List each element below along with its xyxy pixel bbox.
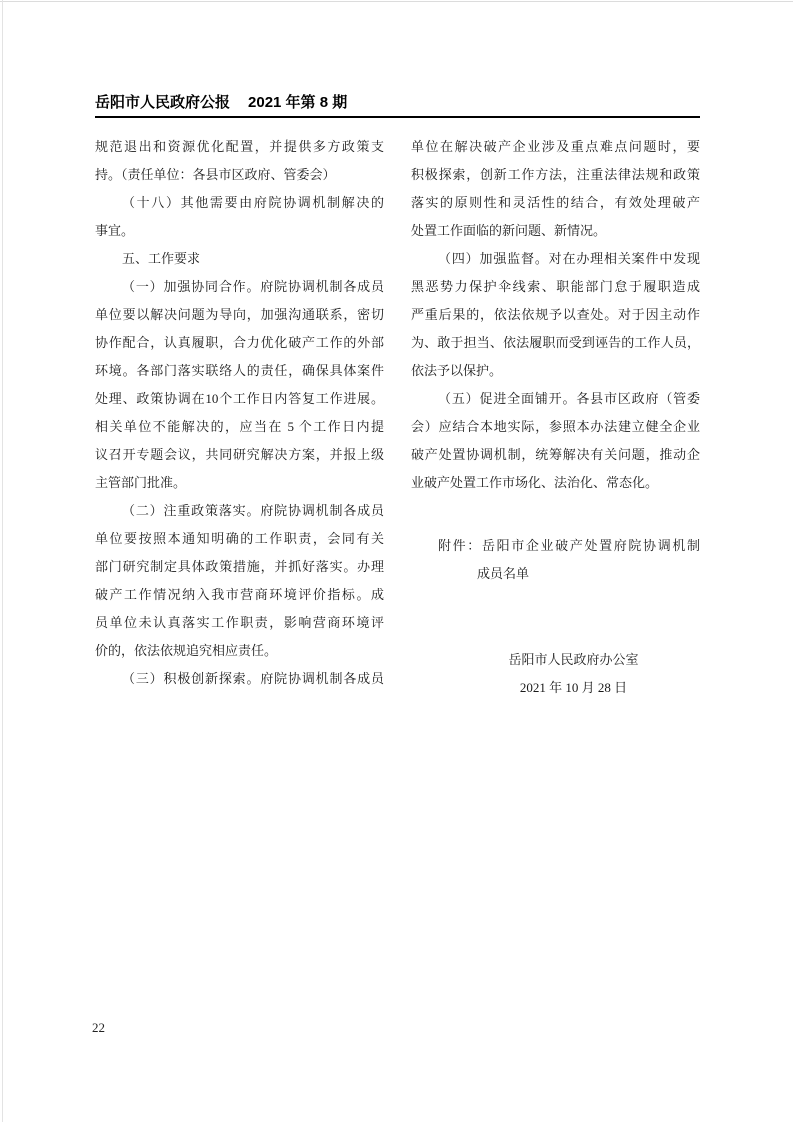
page-number: 22 <box>92 1020 105 1035</box>
text-line: 黑恶势力保护伞线索、职能部门怠于履职造成 <box>411 279 700 294</box>
text-line: 落实的原则性和灵活性的结合，有效处理破产 <box>411 195 700 210</box>
text-line: 严重后果的，依法依规予以查处。对于因主动作 <box>411 307 700 322</box>
text-line: 协作配合，认真履职，合力优化破产工作的外部 <box>95 335 384 350</box>
two-column-body <box>95 133 700 702</box>
text-line: （五）促进全面铺开。各县市区政府（管委 <box>438 391 700 406</box>
text-line: 破产工作情况纳入我市营商环境评价指标。成 <box>95 587 384 602</box>
text-line: 持。（责任单位：各县市区政府、管委会） <box>95 167 336 182</box>
text-line: 相关单位不能解决的，应当在 5 个工作日内提 <box>95 419 384 434</box>
right-column <box>411 133 700 702</box>
text-line: 价的，依法依规追究相应责任。 <box>95 643 278 658</box>
text-line: 积极探索，创新工作方法，注重法律法规和政策 <box>411 167 700 182</box>
text-line: 议召开专题会议，共同研究解决方案，并报上级 <box>95 447 384 462</box>
text-line: 处理、政策协调在10个工作日内答复工作进展。 <box>95 391 384 406</box>
text-line: 破产处置协调机制，统筹解决有关问题，推动企 <box>411 447 700 462</box>
text-line: 规范退出和资源优化配置，并提供多方政策支 <box>95 139 384 154</box>
text-line: 单位在解决破产企业涉及重点难点问题时，要 <box>411 139 700 154</box>
gazette-issue: 2021 年第 8 期 <box>248 94 348 111</box>
scan-edge-top <box>0 1 793 2</box>
text-line: 员单位未认真落实工作职责，影响营商环境评 <box>95 615 384 630</box>
scan-edge-left <box>2 0 3 1122</box>
attachment-note <box>411 532 700 588</box>
text-line: 事宜。 <box>95 223 135 238</box>
attachment-line-2: 成员名单 <box>477 566 530 581</box>
text-line: （一）加强协同合作。府院协调机制各成员 <box>122 279 384 294</box>
text-line: 单位要按照本通知明确的工作职责，会同有关 <box>95 531 384 546</box>
text-line: （四）加强监督。对在办理相关案件中发现 <box>438 251 700 266</box>
text-line: 业破产处置工作市场化、法治化、常态化。 <box>411 475 659 490</box>
text-line: 主管部门批准。 <box>95 475 187 490</box>
text-line: （二）注重政策落实。府院协调机制各成员 <box>122 503 384 518</box>
text-line: 环境。各部门落实联络人的责任，确保具体案件 <box>95 363 384 378</box>
attachment-line-1: 附件：岳阳市企业破产处置府院协调机制 <box>438 538 700 553</box>
gazette-title: 岳阳市人民政府公报 <box>95 94 231 111</box>
text-line: 为、敢于担当、依法履职而受到诬告的工作人员， <box>411 335 700 350</box>
text-line: 单位要以解决问题为导向，加强沟通联系，密切 <box>95 307 384 322</box>
page-content <box>95 95 700 702</box>
text-line: （三）积极创新探索。府院协调机制各成员 <box>122 671 384 686</box>
gazette-masthead <box>95 95 700 118</box>
text-line: 处置工作面临的新问题、新情况。 <box>411 223 607 238</box>
right-column-text <box>411 133 700 497</box>
text-line: 部门研究制定具体政策措施，并抓好落实。办理 <box>95 559 384 574</box>
left-column <box>95 133 384 702</box>
text-line: 会）应结合本地实际，参照本办法建立健全企业 <box>411 419 700 434</box>
text-line: （十八）其他需要由府院协调机制解决的 <box>122 195 384 210</box>
issue-date: 2021 年 10 月 28 日 <box>519 680 628 695</box>
signature-block <box>411 646 700 702</box>
text-line: 五、工作要求 <box>122 251 201 266</box>
issuing-office: 岳阳市人民政府办公室 <box>508 652 639 667</box>
text-line: 依法予以保护。 <box>411 363 503 378</box>
